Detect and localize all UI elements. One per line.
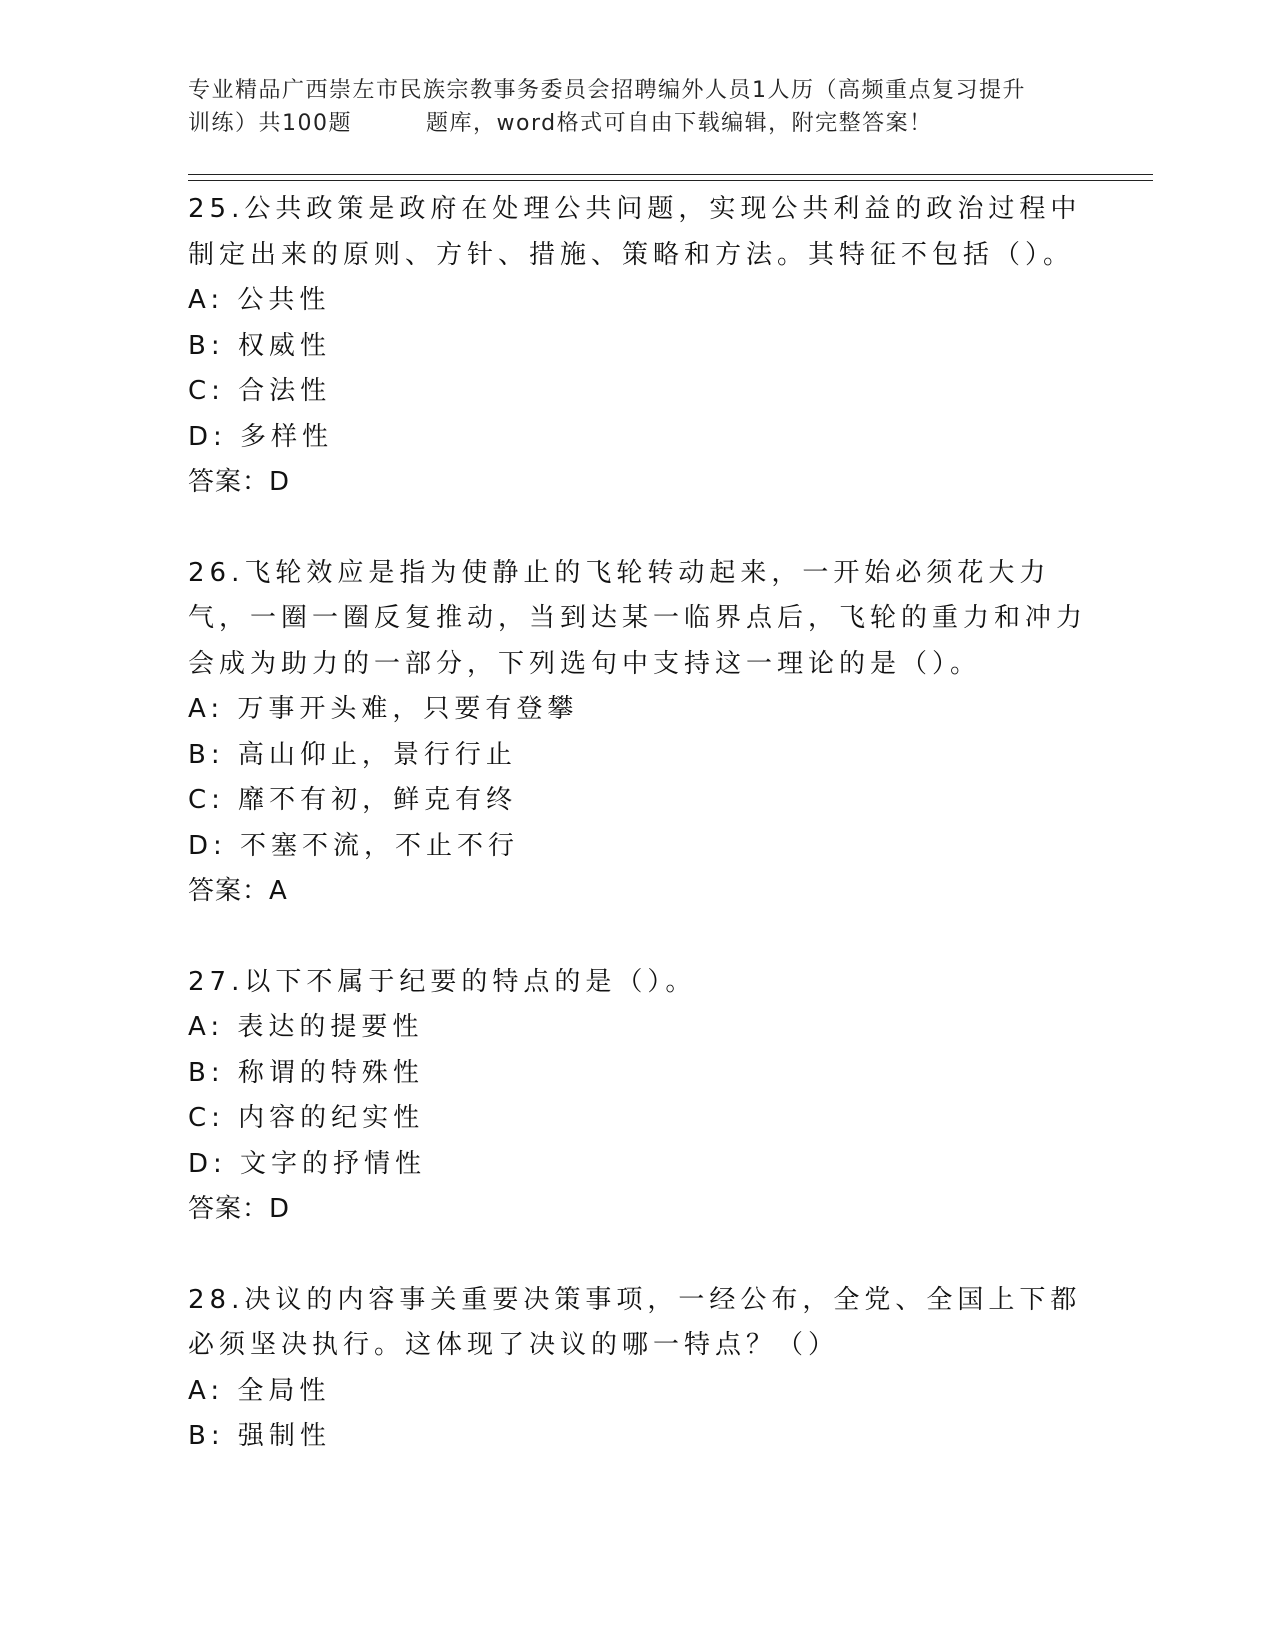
question-text: 25.公共政策是政府在处理公共问题，实现公共利益的政治过程中制定出来的原则、方针、措施、策略和方法。其特征不包括（）。 bbox=[188, 194, 1082, 270]
header-rule-top bbox=[188, 174, 1153, 175]
option-b: B: 称谓的特殊性 bbox=[188, 1057, 424, 1088]
option-a: A: 万事开头难，只要有登攀 bbox=[188, 694, 579, 724]
option-d: D: 文字的抒情性 bbox=[188, 1148, 427, 1179]
document-header bbox=[188, 74, 1088, 140]
answer: 答案：D bbox=[188, 1194, 291, 1224]
question-27 bbox=[188, 960, 1088, 1233]
header-rule-bottom bbox=[188, 180, 1153, 181]
option-a: A: 公共性 bbox=[188, 285, 331, 315]
option-b: B: 强制性 bbox=[188, 1421, 331, 1451]
header-line-2-right: 题库，word格式可自由下载编辑，附完整答案！ bbox=[426, 111, 933, 136]
question-text: 27.以下不属于纪要的特点的是（）。 bbox=[188, 966, 697, 997]
answer: 答案：A bbox=[188, 876, 288, 906]
header-line-1: 专业精品广西崇左市民族宗教事务委员会招聘编外人员1人历（高频重点复习提升 bbox=[188, 78, 1026, 103]
option-c: C: 内容的纪实性 bbox=[188, 1103, 425, 1133]
question-list bbox=[188, 187, 1088, 1505]
option-d: D: 不塞不流，不止不行 bbox=[188, 830, 520, 861]
question-25 bbox=[188, 187, 1088, 506]
option-b: B: 权威性 bbox=[188, 330, 331, 361]
option-b: B: 高山仰止，景行行止 bbox=[188, 739, 517, 770]
answer: 答案：D bbox=[188, 467, 291, 497]
option-a: A: 表达的提要性 bbox=[188, 1012, 424, 1042]
question-text: 28.决议的内容事关重要决策事项，一经公布，全党、全国上下都必须坚决执行。这体现了决议的哪一特点？（） bbox=[188, 1284, 1082, 1360]
option-c: C: 合法性 bbox=[188, 376, 332, 406]
question-text: 26.飞轮效应是指为使静止的飞轮转动起来，一开始必须花大力气，一圈一圈反复推动，当到达某一临界点后，飞轮的重力和冲力会成为助力的一部分，下列选句中支持这一理论的是（）。 bbox=[188, 557, 1088, 679]
question-28 bbox=[188, 1278, 1088, 1460]
option-c: C: 靡不有初，鲜克有终 bbox=[188, 785, 518, 815]
header-line-2-left: 训练）共100题 bbox=[188, 111, 352, 136]
question-26 bbox=[188, 551, 1088, 915]
option-d: D: 多样性 bbox=[188, 421, 334, 452]
option-a: A: 全局性 bbox=[188, 1375, 331, 1406]
header-line-2 bbox=[188, 107, 1088, 140]
